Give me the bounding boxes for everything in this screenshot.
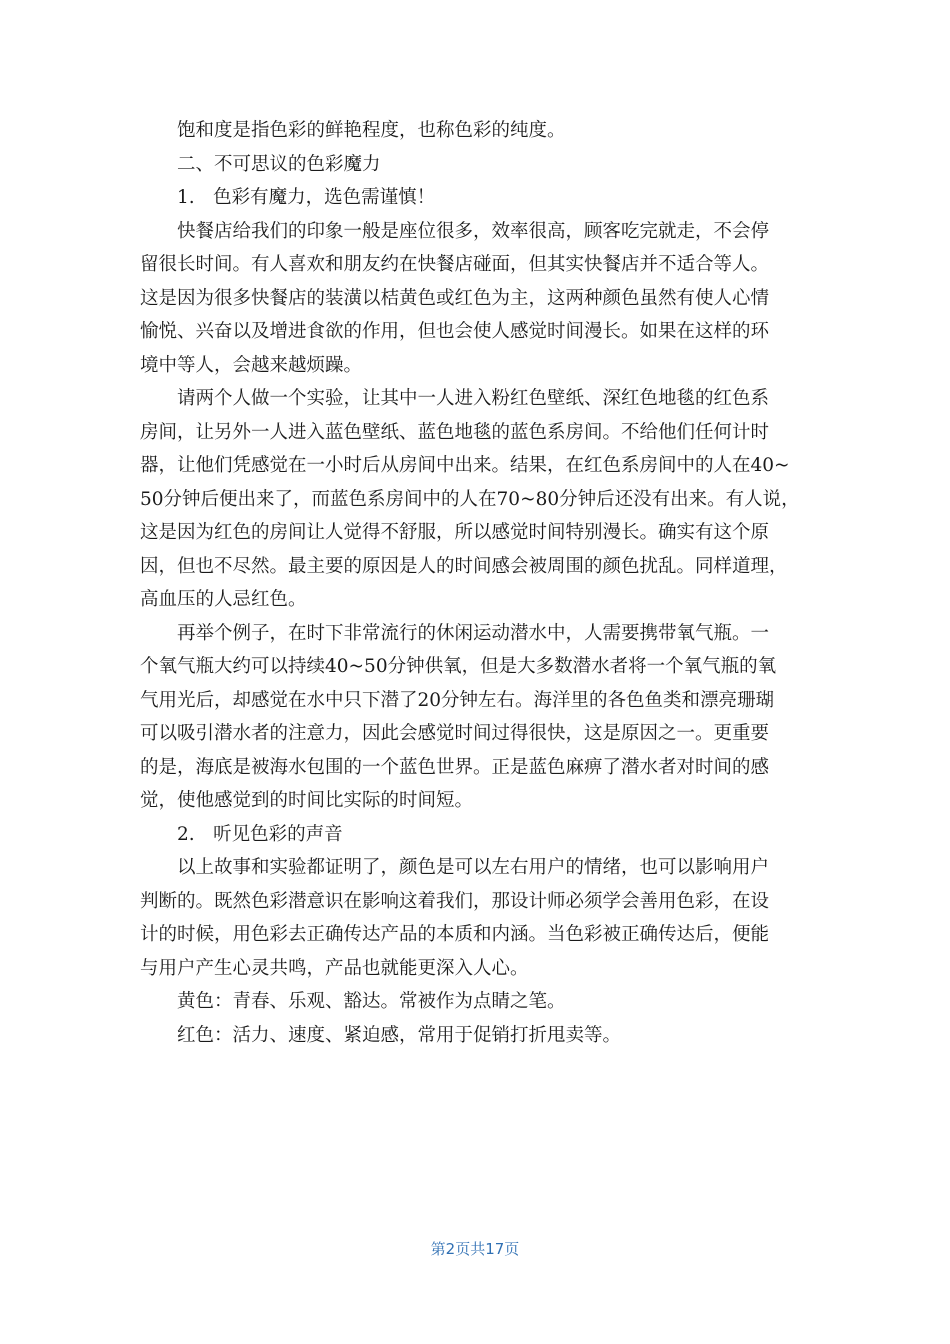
text-line: 愉悦、兴奋以及增进食欲的作用，但也会使人感觉时间漫长。如果在这样的环: [140, 321, 770, 342]
page-number-label: 第2页共17页: [430, 1240, 520, 1258]
text-line: 红色：活力、速度、紧迫感，常用于促销打折甩卖等。: [177, 1024, 622, 1046]
text-line: 请两个人做一个实验，让其中一人进入粉红色壁纸、深红色地毯的红色系: [177, 388, 770, 409]
text-line: 计的时候，用色彩去正确传达产品的本质和内涵。当色彩被正确传达后，便能: [140, 924, 770, 945]
text-line: 50分钟后便出来了，而蓝色系房间中的人在70~80分钟后还没有出来。有人说，: [140, 488, 800, 510]
document-body: [140, 114, 810, 1052]
text-line: 气用光后，却感觉在水中只下潜了20分钟左右。海洋里的各色鱼类和漂亮珊瑚: [140, 689, 775, 711]
text-line: 的是，海底是被海水包围的一个蓝色世界。正是蓝色麻痹了潜水者对时间的感: [140, 756, 770, 778]
text-line: 1. 色彩有魔力，选色需谨慎！: [177, 187, 436, 208]
text-line: 以上故事和实验都证明了，颜色是可以左右用户的情绪，也可以影响用户: [177, 857, 770, 878]
text-line: 判断的。既然色彩潜意识在影响这着我们，那设计师必须学会善用色彩，在设: [140, 890, 770, 912]
text-line: 可以吸引潜水者的注意力，因此会感觉时间过得很快，这是原因之一。更重要: [140, 723, 770, 744]
text-line: 与用户产生心灵共鸣，产品也就能更深入人心。: [140, 957, 529, 979]
text-line: 这是因为很多快餐店的装潢以桔黄色或红色为主，这两种颜色虽然有使人心情: [140, 287, 770, 309]
text-line: 因，但也不尽然。最主要的原因是人的时间感会被周围的颜色扰乱。同样道理，: [140, 555, 788, 577]
text-line: 境中等人，会越来越烦躁。: [140, 354, 363, 376]
text-line: 二、不可思议的色彩魔力: [177, 153, 381, 175]
text-line: 黄色：青春、乐观、豁达。常被作为点睛之笔。: [177, 991, 566, 1012]
text-line: 房间，让另外一人进入蓝色壁纸、蓝色地毯的蓝色系房间。不给他们任何计时: [140, 421, 770, 443]
text-line: 觉，使他感觉到的时间比实际的时间短。: [140, 790, 474, 811]
text-line: 再举个例子，在时下非常流行的休闲运动潜水中，人需要携带氧气瓶。一: [177, 622, 770, 644]
text-line: 高血压的人忌红色。: [140, 589, 307, 610]
text-line: 饱和度是指色彩的鲜艳程度，也称色彩的纯度。: [177, 120, 566, 141]
text-line: 器，让他们凭感觉在一小时后从房间中出来。结果，在红色系房间中的人在40~: [140, 455, 790, 476]
text-line: 这是因为红色的房间让人觉得不舒服，所以感觉时间特别漫长。确实有这个原: [140, 522, 770, 543]
text-line: 2. 听见色彩的声音: [177, 823, 343, 845]
text-line: 个氧气瓶大约可以持续40~50分钟供氧，但是大多数潜水者将一个氧气瓶的氧: [140, 656, 777, 677]
text-line: 快餐店给我们的印象一般是座位很多，效率很高，顾客吃完就走，不会停: [177, 220, 770, 242]
text-line: 留很长时间。有人喜欢和朋友约在快餐店碰面，但其实快餐店并不适合等人。: [140, 254, 770, 275]
page-footer: [0, 1238, 950, 1259]
